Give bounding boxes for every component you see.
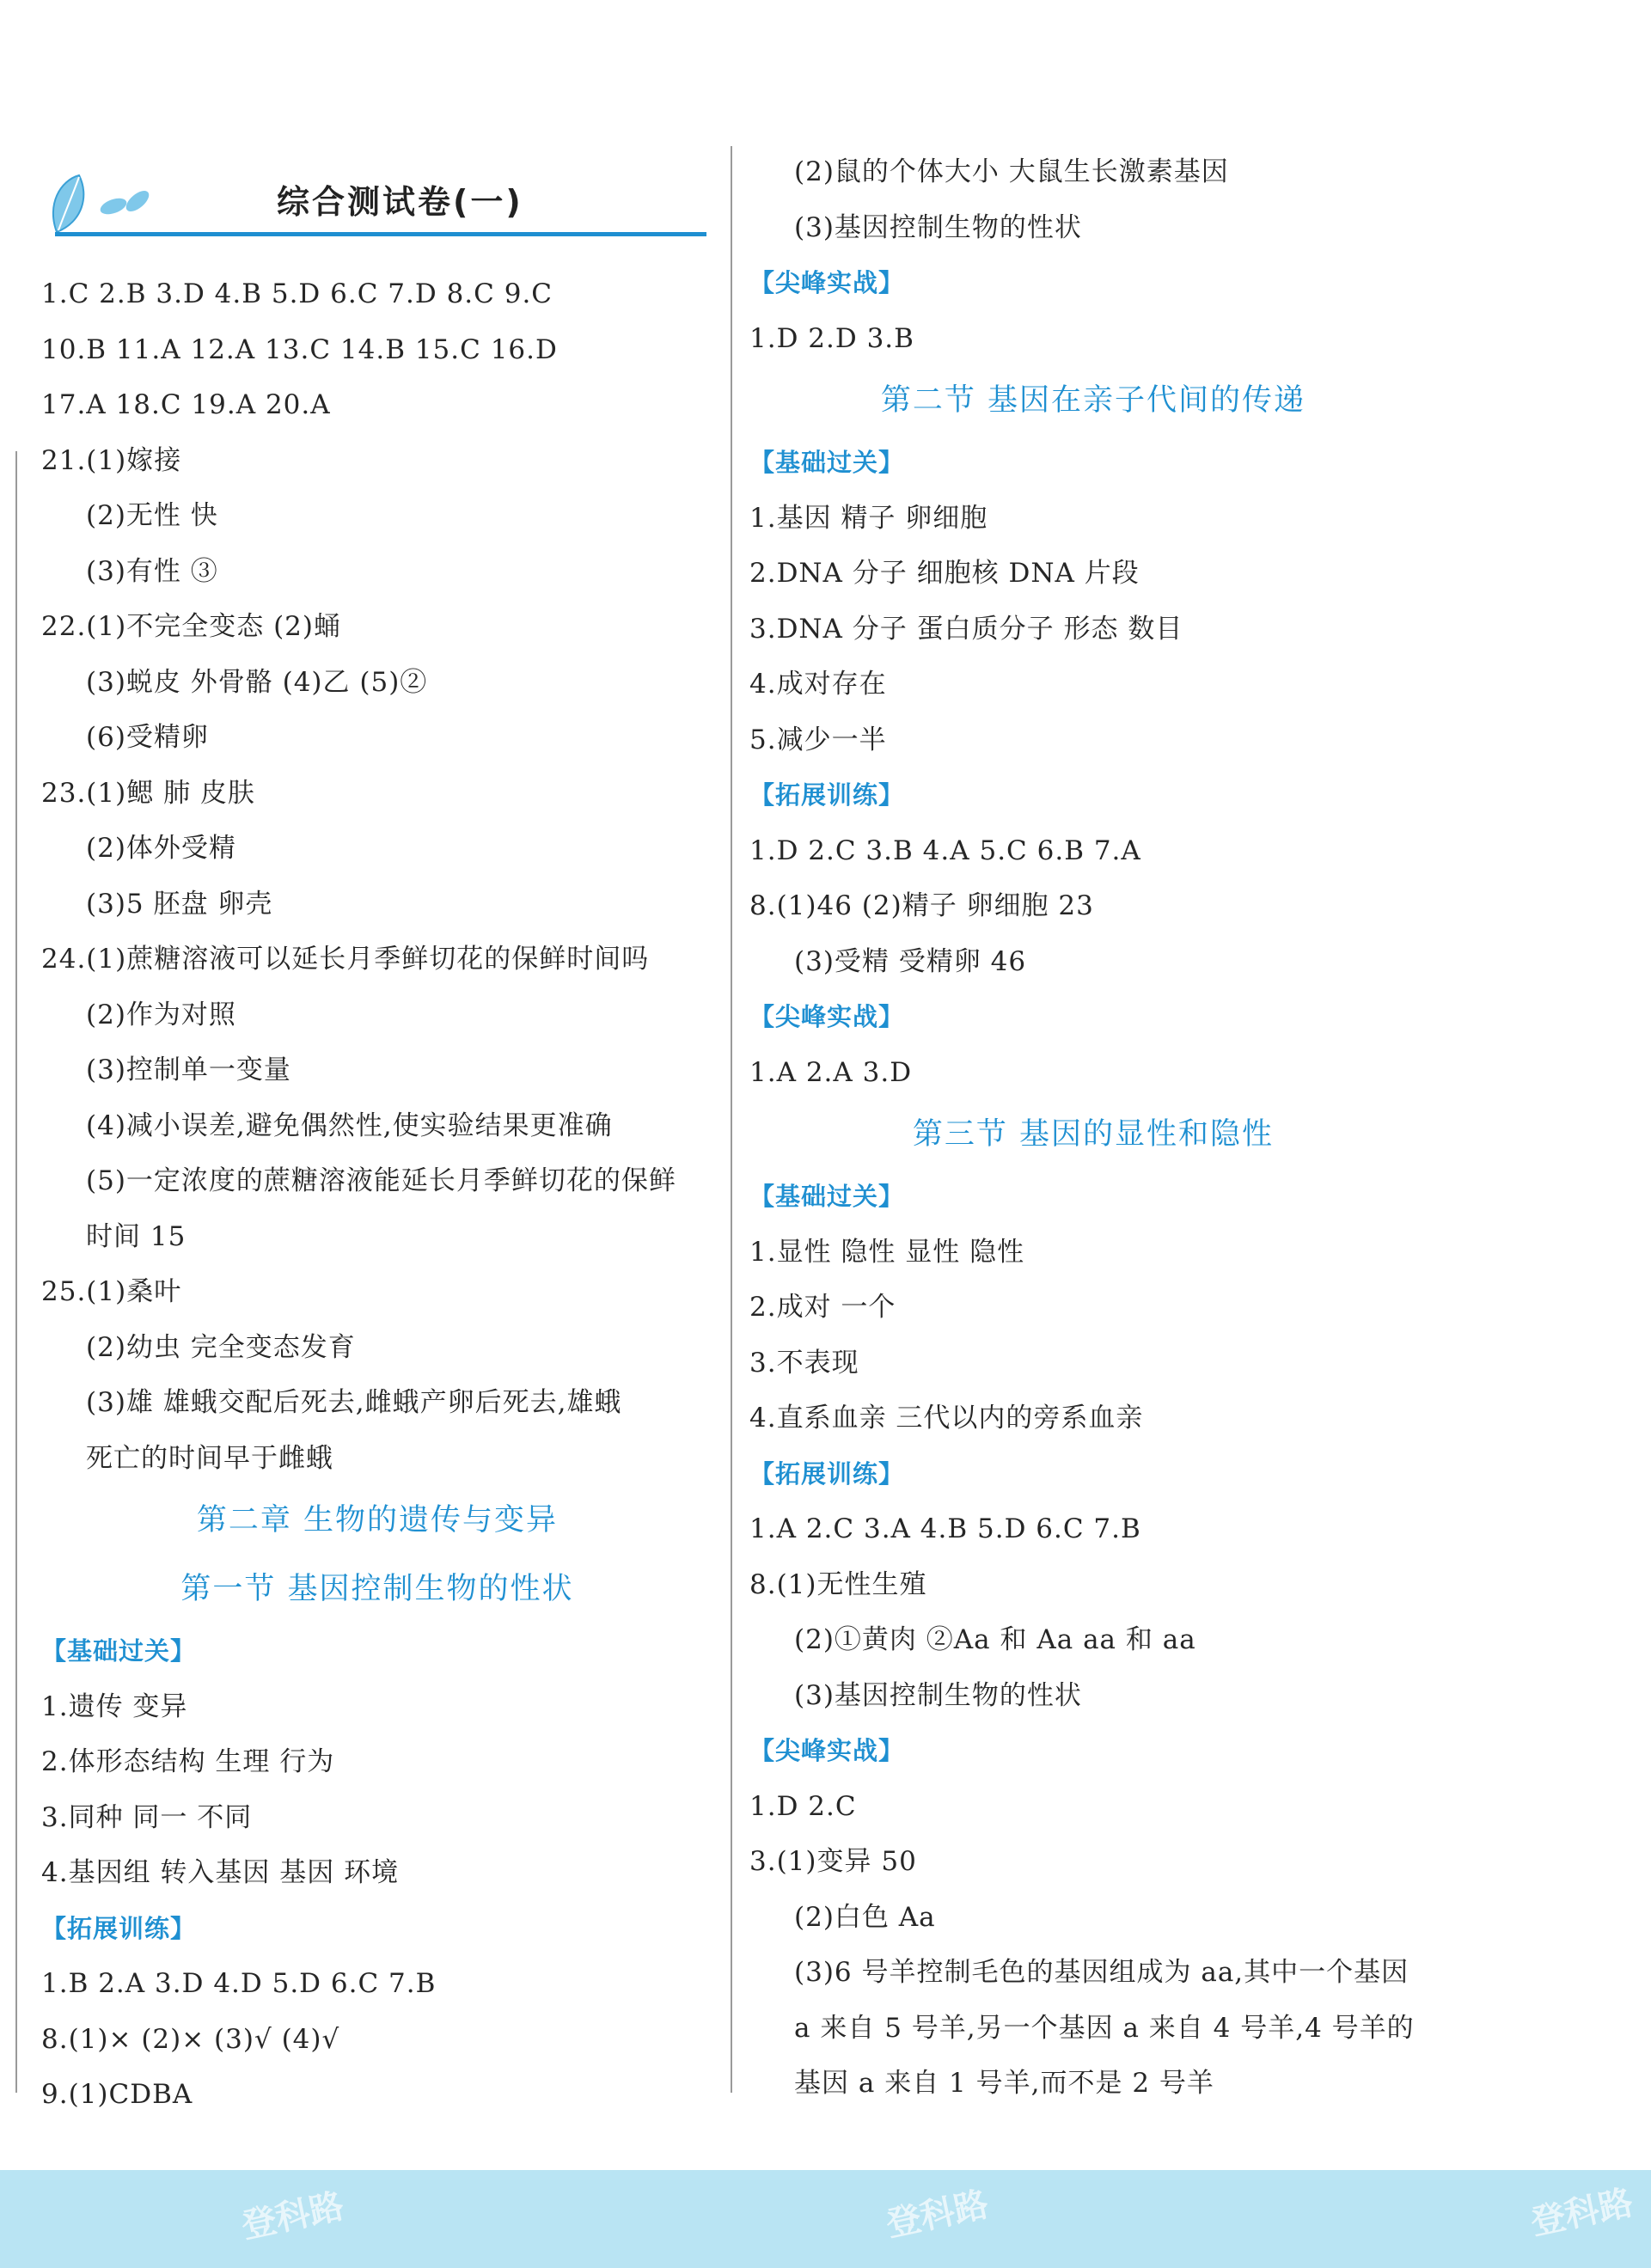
section-heading: 第二节 基因在亲子代间的传递 <box>880 383 1306 418</box>
answer-line: 17.A 18.C 19.A 20.A <box>41 389 331 420</box>
left-margin-rule <box>15 451 17 2093</box>
answer-subline: (6)受精卵 <box>86 722 209 753</box>
answer-subline: (2)作为对照 <box>86 999 236 1030</box>
answer-line: 3.(1)变异 50 <box>749 1846 917 1877</box>
answer-line: 1.D 2.D 3.B <box>749 322 914 354</box>
answer-subline: (3)6 号羊控制毛色的基因组成为 aa,其中一个基因 <box>794 1957 1409 1988</box>
answer-subline: (3)有性 ③ <box>86 555 218 587</box>
answer-subline: (3)雄 雄蛾交配后死去,雌蛾产卵后死去,雄蛾 <box>86 1387 622 1418</box>
answer-line: 2.DNA 分子 细胞核 DNA 片段 <box>749 558 1140 589</box>
answer-subline: 时间 15 <box>86 1220 187 1252</box>
answer-subline: (2)体外受精 <box>86 833 236 864</box>
answer-line: 10.B 11.A 12.A 13.C 14.B 15.C 16.D <box>41 333 558 365</box>
answer-subline: (3)蜕皮 外骨骼 (4)乙 (5)② <box>86 666 428 698</box>
column-divider <box>731 146 732 2093</box>
answer-line: 1.D 2.C <box>749 1790 857 1822</box>
answer-line: 4.直系血亲 三代以内的旁系血亲 <box>749 1403 1144 1434</box>
answer-line: 1.显性 隐性 显性 隐性 <box>749 1236 1025 1268</box>
exercise-tag: 【尖峰实战】 <box>749 268 905 297</box>
answer-subline: a 来自 5 号羊,另一个基因 a 来自 4 号羊,4 号羊的 <box>794 2012 1415 2044</box>
answer-line: 8.(1)46 (2)精子 卵细胞 23 <box>749 890 1094 921</box>
title-underline <box>55 232 706 236</box>
answer-line: 25.(1)桑叶 <box>41 1276 182 1307</box>
answer-subline: (2)鼠的个体大小 大鼠生长激素基因 <box>794 156 1229 187</box>
answer-subline: (2)幼虫 完全变态发育 <box>86 1331 356 1363</box>
answer-line: 2.体形态结构 生理 行为 <box>41 1746 335 1777</box>
footer-watermark: 登科路 <box>238 2185 348 2247</box>
answer-line: 2.成对 一个 <box>749 1292 896 1323</box>
answer-line: 1.C 2.B 3.D 4.B 5.D 6.C 7.D 8.C 9.C <box>41 278 553 309</box>
right-answer-list <box>749 144 1437 2112</box>
footer-watermark: 登科路 <box>1527 2182 1637 2243</box>
answer-subline: 死亡的时间早于雌蛾 <box>86 1442 333 1474</box>
answer-line: 1.A 2.C 3.A 4.B 5.D 6.C 7.B <box>749 1513 1141 1544</box>
answer-subline: (3)5 胚盘 卵壳 <box>86 888 273 920</box>
answer-line: 23.(1)鳃 肺 皮肤 <box>41 777 255 809</box>
exercise-tag: 【基础过关】 <box>749 1182 905 1211</box>
left-answer-list <box>41 266 713 2123</box>
section-heading: 第二章 生物的遗传与变异 <box>196 1503 559 1537</box>
answer-line: 21.(1)嫁接 <box>41 444 182 476</box>
page-title: 综合测试卷(一) <box>277 183 523 221</box>
section-heading: 第一节 基因控制生物的性状 <box>180 1572 574 1606</box>
answer-line: 3.DNA 分子 蛋白质分子 形态 数目 <box>749 613 1183 645</box>
answer-line: 4.成对存在 <box>749 669 887 700</box>
answer-subline: (4)减小误差,避免偶然性,使实验结果更准确 <box>86 1110 613 1141</box>
exercise-tag: 【尖峰实战】 <box>749 1736 905 1765</box>
answer-subline: (3)基因控制生物的性状 <box>794 211 1082 243</box>
answer-line: 1.D 2.C 3.B 4.A 5.C 6.B 7.A <box>749 834 1141 866</box>
leaf-icon <box>45 170 156 239</box>
answer-line: 22.(1)不完全变态 (2)蛹 <box>41 611 341 642</box>
answer-line: 1.B 2.A 3.D 4.D 5.D 6.C 7.B <box>41 1968 437 1999</box>
answer-line: 5.减少一半 <box>749 724 887 755</box>
answer-line: 1.A 2.A 3.D <box>749 1056 913 1088</box>
exercise-tag: 【基础过关】 <box>749 448 905 477</box>
footer-band <box>0 2170 1651 2268</box>
exercise-tag: 【拓展训练】 <box>749 780 905 810</box>
answer-line: 24.(1)蔗糖溶液可以延长月季鲜切花的保鲜时间吗 <box>41 944 650 975</box>
exercise-tag: 【基础过关】 <box>41 1636 197 1666</box>
exercise-tag: 【拓展训练】 <box>749 1458 905 1489</box>
answer-subline: 基因 a 来自 1 号羊,而不是 2 号羊 <box>794 2068 1214 2099</box>
answer-subline: (5)一定浓度的蔗糖溶液能延长月季鲜切花的保鲜 <box>86 1165 676 1196</box>
exercise-tag: 【拓展训练】 <box>41 1913 197 1943</box>
answer-line: 3.同种 同一 不同 <box>41 1801 253 1833</box>
section-heading: 第三节 基因的显性和隐性 <box>912 1117 1275 1152</box>
answer-subline: (2)白色 Aa <box>794 1901 936 1933</box>
answer-line: 8.(1)无性生殖 <box>749 1568 927 1600</box>
answer-subline: (2)无性 快 <box>86 500 218 531</box>
answer-subline: (3)受精 受精卵 46 <box>794 945 1027 977</box>
footer-watermark: 登科路 <box>883 2184 993 2245</box>
right-column <box>749 144 1437 2112</box>
answer-line: 1.遗传 变异 <box>41 1690 188 1722</box>
answer-subline: (3)基因控制生物的性状 <box>794 1679 1082 1711</box>
answer-line: 9.(1)CDBA <box>41 2079 193 2110</box>
answer-subline: (2)①黄肉 ②Aa 和 Aa aa 和 aa <box>794 1624 1196 1655</box>
answer-line: 4.基因组 转入基因 基因 环境 <box>41 1857 400 1888</box>
answer-line: 8.(1)× (2)× (3)√ (4)√ <box>41 2023 340 2055</box>
answer-subline: (3)控制单一变量 <box>86 1055 291 1085</box>
exercise-tag: 【尖峰实战】 <box>749 1002 905 1031</box>
page-title-block <box>45 170 706 248</box>
left-column <box>41 266 713 2123</box>
answer-line: 3.不表现 <box>749 1347 859 1379</box>
answer-line: 1.基因 精子 卵细胞 <box>749 502 988 534</box>
